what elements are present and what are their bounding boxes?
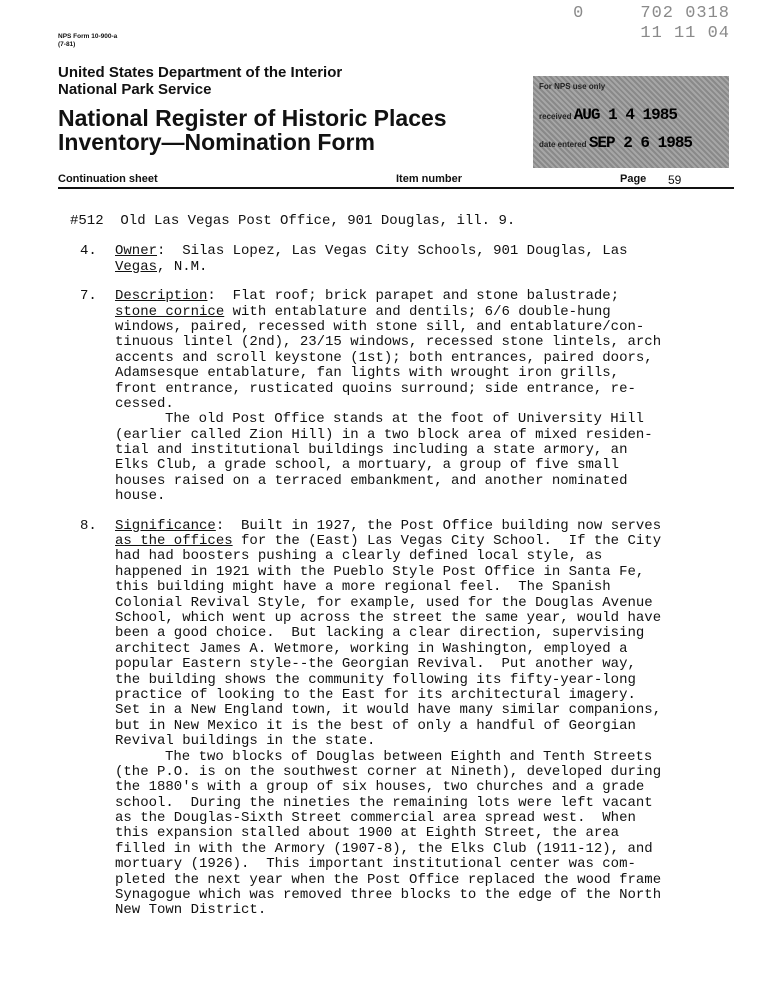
nps-use-box	[533, 76, 729, 168]
significance-para2-line: as the Douglas-Sixth Street commercial area spread west. When	[115, 810, 636, 827]
entered-date-stamp: SEP 2 6 1985	[588, 134, 693, 152]
significance-line: happened in 1921 with the Pueblo Style Post Office in Santa Fe,	[115, 563, 645, 580]
received-label: received	[539, 112, 572, 121]
significance-line: been a good choice. But lacking a clear direction, supervising	[115, 625, 645, 642]
description-para2-line: (earlier called Zion Hill) in a two block area of mixed residen-	[115, 426, 653, 443]
entered-label: date entered	[539, 140, 587, 149]
entry-heading: #512 Old Las Vegas Post Office, 901 Douglas, ill. 9.	[70, 213, 516, 229]
significance-first-text: : Built in 1927, the Post Office building now serves	[215, 517, 662, 534]
department-name: United States Department of the Interior	[58, 64, 343, 81]
form-revision: (7-81)	[58, 41, 76, 48]
significance-label: Significance	[115, 517, 216, 534]
description-line: cessed.	[115, 395, 174, 412]
form-title-line-1: National Register of Historic Places	[58, 105, 447, 131]
owner-line-2-underlined: Vegas	[115, 258, 158, 275]
description-line: Adamsesque entablature, fan lights with wrought iron grills,	[115, 365, 620, 382]
agency-heading	[58, 64, 342, 98]
owner-section	[70, 244, 730, 275]
description-line: accents and scroll keystone (1st); both entrances, paired doors,	[115, 349, 653, 366]
significance-line-2	[115, 534, 730, 549]
item-number-label: Item number	[396, 173, 463, 185]
significance-line: this building might have a more regional feel. The Spanish	[115, 579, 611, 596]
significance-para2-line: New Town District.	[115, 902, 267, 919]
description-line-2	[115, 305, 730, 320]
owner-line-2-rest: , N.M.	[157, 258, 208, 275]
significance-line: School, which went up across the street the same year, would have	[115, 609, 662, 626]
description-section	[70, 289, 730, 504]
significance-line: practice of looking to the East for its architectural imagery.	[115, 686, 636, 703]
form-identifier	[58, 33, 117, 49]
description-line: front entrance, rusticated quoins surround; side entrance, re-	[115, 380, 636, 397]
form-title-line-2: Inventory—Nomination Form	[58, 129, 375, 155]
significance-number: 8.	[80, 517, 97, 534]
description-line-1	[115, 289, 730, 304]
page-number: 59	[668, 173, 682, 187]
faint-stamp-line-1: 0 702 0318	[573, 4, 730, 23]
significance-para2-line: pleted the next year when the Post Office replaced the wood frame	[115, 871, 662, 888]
significance-line-2-underlined: as the offices	[115, 533, 233, 550]
service-name: National Park Service	[58, 81, 212, 98]
significance-line: Colonial Revival Style, for example, used for the Douglas Avenue	[115, 594, 653, 611]
description-line: windows, paired, recessed with stone sill, and entablature/con-	[115, 318, 645, 335]
significance-line-1	[115, 519, 730, 534]
description-line-2-underlined: stone cornice	[115, 303, 225, 320]
significance-para2-line: filled in with the Armory (1907-8), the Elks Club (1911-12), and	[115, 840, 653, 857]
document-body	[70, 214, 730, 933]
significance-section	[70, 519, 730, 919]
significance-para2-line: mortuary (1926). This important institutional center was com-	[115, 856, 636, 873]
page-label: Page	[620, 173, 647, 185]
description-number: 7.	[80, 288, 97, 305]
significance-line: the building shows the community following its fifty-year-long	[115, 671, 636, 688]
faint-stamp-line-2: 11 11 04	[550, 24, 730, 43]
received-date-stamp: AUG 1 4 1985	[573, 106, 677, 124]
continuation-sheet-label: Continuation sheet	[58, 173, 158, 185]
description-line-2-rest: with entablature and dentils; 6/6 double-hung	[224, 303, 611, 320]
form-title	[58, 106, 447, 154]
description-para2-line: houses raised on a terraced embankment, and another nominated	[115, 472, 628, 489]
significance-line: Revival buildings in the state.	[115, 733, 376, 750]
description-first-text: : Flat roof; brick parapet and stone balustrade;	[207, 288, 620, 305]
significance-para2-first-line: The two blocks of Douglas between Eighth and Tenth Streets	[165, 748, 653, 765]
significance-line: but in New Mexico it is the best of only a handful of Georgian	[115, 717, 636, 734]
description-para2-first-line: The old Post Office stands at the foot of University Hill	[165, 411, 644, 428]
significance-para2-line: Synagogue which was removed three blocks to the edge of the North	[115, 887, 662, 904]
significance-line: architect James A. Wetmore, working in Washington, employed a	[115, 640, 628, 657]
description-label: Description	[115, 288, 208, 305]
significance-para2-line: this expansion stalled about 1900 at Eighth Street, the area	[115, 825, 620, 842]
owner-number: 4.	[80, 243, 97, 260]
faint-top-stamp	[530, 4, 730, 44]
significance-line: popular Eastern style--the Georgian Revival. Put another way,	[115, 656, 636, 673]
description-line: tinuous lintel (2nd), 23/15 windows, recessed stone lintels, arch	[115, 334, 662, 351]
owner-line-2	[115, 260, 730, 275]
description-para2-line: Elks Club, a grade school, a mortuary, a group of five small	[115, 457, 620, 474]
significance-para2-line: the 1880's with a group of six houses, two churches and a grade	[115, 779, 645, 796]
form-number: NPS Form 10-900-a	[58, 33, 118, 40]
owner-line-1	[115, 244, 730, 259]
continuation-bar	[58, 171, 734, 189]
nps-use-heading: For NPS use only	[539, 82, 606, 91]
description-para2-line: tial and institutional buildings including a state armory, an	[115, 442, 628, 459]
significance-line: had had boosters pushing a clearly defined local style, as	[115, 548, 603, 565]
significance-para2-line: school. During the nineties the remaining lots were left vacant	[115, 794, 653, 811]
significance-line: Set in a New England town, it would have many similar companions,	[115, 702, 662, 719]
owner-label: Owner	[115, 243, 158, 260]
description-para2-line: house.	[115, 488, 166, 505]
owner-text: : Silas Lopez, Las Vegas City Schools, 901 Douglas, Las	[157, 243, 628, 260]
entered-row	[539, 134, 692, 152]
received-row	[539, 106, 677, 124]
significance-line-2-rest: for the (East) Las Vegas City School. If the City	[232, 533, 662, 550]
significance-para2-line: (the P.O. is on the southwest corner at Nineth), developed during	[115, 763, 662, 780]
